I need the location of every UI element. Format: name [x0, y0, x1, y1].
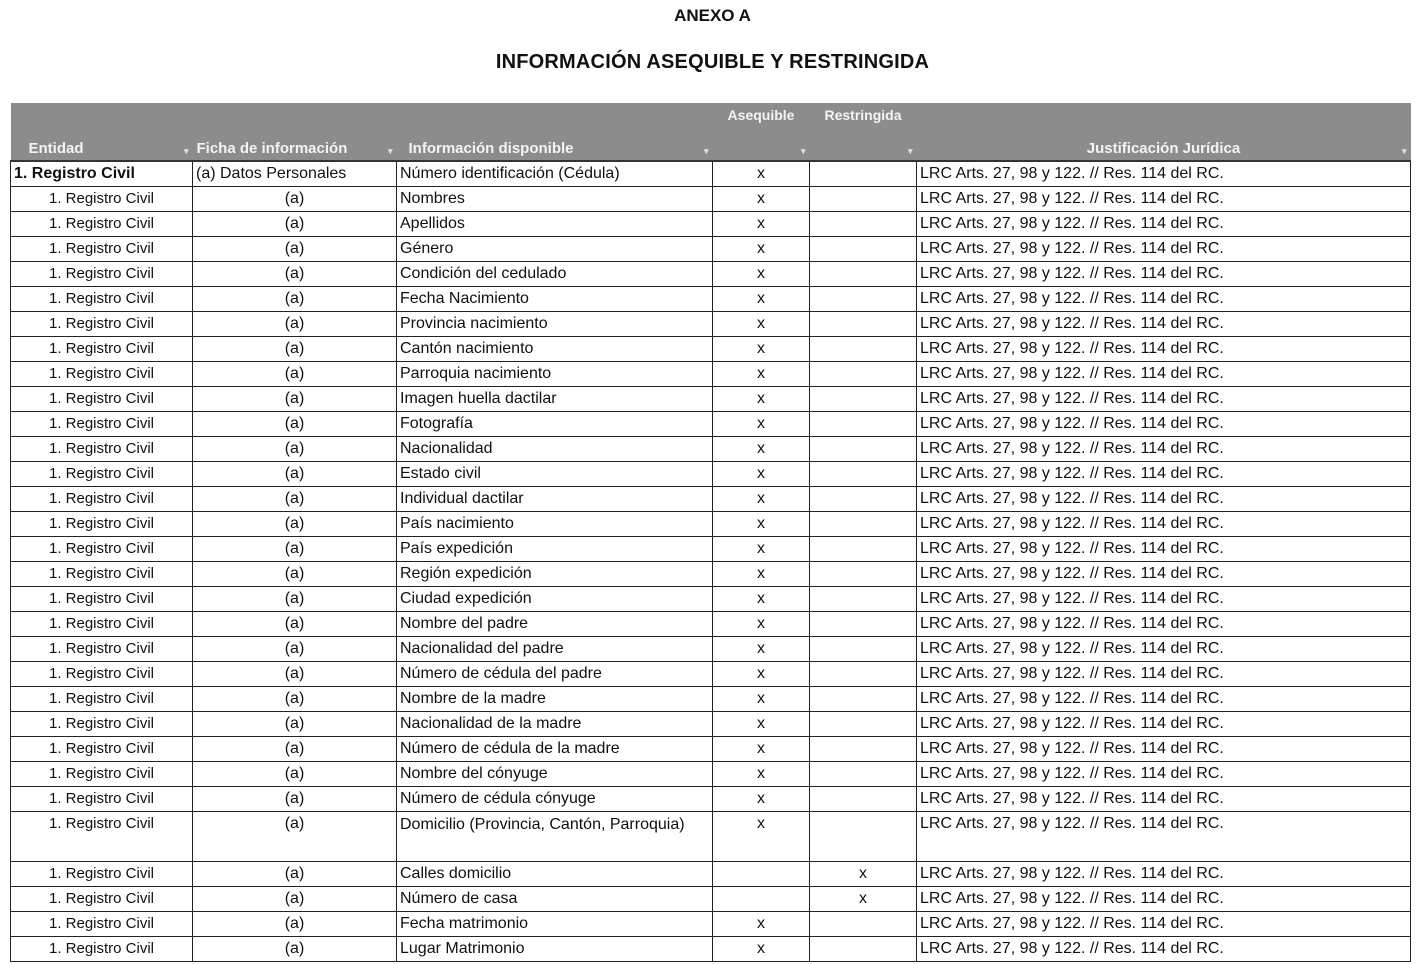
cell-entidad: 1. Registro Civil	[11, 587, 193, 612]
cell-justificacion: LRC Arts. 27, 98 y 122. // Res. 114 del RC.	[917, 362, 1411, 387]
cell-info: Nacionalidad de la madre	[397, 712, 713, 737]
cell-restringida	[810, 712, 917, 737]
table-row	[11, 512, 1411, 537]
cell-justificacion: LRC Arts. 27, 98 y 122. // Res. 114 del RC.	[917, 437, 1411, 462]
cell-justificacion: LRC Arts. 27, 98 y 122. // Res. 114 del RC.	[917, 462, 1411, 487]
cell-asequible: x	[713, 437, 810, 462]
cell-info: País nacimiento	[397, 512, 713, 537]
cell-asequible: x	[713, 662, 810, 687]
cell-ficha: (a)	[193, 637, 397, 662]
table-row	[11, 587, 1411, 612]
cell-entidad: 1. Registro Civil	[11, 562, 193, 587]
cell-asequible: x	[713, 362, 810, 387]
table-row	[11, 161, 1411, 187]
cell-asequible: x	[713, 612, 810, 637]
cell-justificacion: LRC Arts. 27, 98 y 122. // Res. 114 del RC.	[917, 812, 1411, 862]
cell-asequible: x	[713, 287, 810, 312]
cell-ficha: (a)	[193, 887, 397, 912]
cell-entidad: 1. Registro Civil	[11, 462, 193, 487]
cell-justificacion: LRC Arts. 27, 98 y 122. // Res. 114 del RC.	[917, 712, 1411, 737]
cell-info: Imagen huella dactilar	[397, 387, 713, 412]
cell-restringida	[810, 737, 917, 762]
cell-entidad: 1. Registro Civil	[11, 512, 193, 537]
cell-entidad: 1. Registro Civil	[11, 887, 193, 912]
table-row	[11, 487, 1411, 512]
cell-entidad: 1. Registro Civil	[11, 862, 193, 887]
cell-entidad: 1. Registro Civil	[11, 262, 193, 287]
table-row	[11, 787, 1411, 812]
cell-justificacion: LRC Arts. 27, 98 y 122. // Res. 114 del RC.	[917, 687, 1411, 712]
cell-restringida	[810, 937, 917, 962]
cell-entidad: 1. Registro Civil	[11, 687, 193, 712]
cell-asequible: x	[713, 237, 810, 262]
cell-restringida	[810, 187, 917, 212]
cell-entidad: 1. Registro Civil	[11, 787, 193, 812]
cell-entidad: 1. Registro Civil	[11, 337, 193, 362]
table-row	[11, 312, 1411, 337]
cell-justificacion: LRC Arts. 27, 98 y 122. // Res. 114 del RC.	[917, 161, 1411, 187]
cell-justificacion: LRC Arts. 27, 98 y 122. // Res. 114 del RC.	[917, 337, 1411, 362]
data-table	[10, 103, 1411, 962]
cell-restringida	[810, 812, 917, 862]
cell-restringida: x	[810, 862, 917, 887]
cell-justificacion: LRC Arts. 27, 98 y 122. // Res. 114 del RC.	[917, 212, 1411, 237]
page-subtitle: INFORMACIÓN ASEQUIBLE Y RESTRINGIDA	[495, 51, 930, 73]
cell-asequible: x	[713, 462, 810, 487]
cell-justificacion: LRC Arts. 27, 98 y 122. // Res. 114 del RC.	[917, 887, 1411, 912]
cell-info: Fecha Nacimiento	[397, 287, 713, 312]
cell-asequible: x	[713, 387, 810, 412]
cell-justificacion: LRC Arts. 27, 98 y 122. // Res. 114 del RC.	[917, 662, 1411, 687]
table-row	[11, 737, 1411, 762]
cell-entidad: 1. Registro Civil	[11, 612, 193, 637]
cell-entidad: 1. Registro Civil	[11, 712, 193, 737]
cell-info: Condición del cedulado	[397, 262, 713, 287]
column-header-label: Entidad	[28, 140, 84, 157]
cell-justificacion: LRC Arts. 27, 98 y 122. // Res. 114 del RC.	[917, 562, 1411, 587]
cell-info: Fotografía	[397, 412, 713, 437]
cell-info: País expedición	[397, 537, 713, 562]
cell-entidad: 1. Registro Civil	[11, 237, 193, 262]
cell-restringida	[810, 487, 917, 512]
table-row	[11, 662, 1411, 687]
cell-ficha: (a)	[193, 312, 397, 337]
cell-info: Número de cédula de la madre	[397, 737, 713, 762]
cell-restringida	[810, 912, 917, 937]
cell-justificacion: LRC Arts. 27, 98 y 122. // Res. 114 del RC.	[917, 637, 1411, 662]
table-row	[11, 687, 1411, 712]
cell-info: Calles domicilio	[397, 862, 713, 887]
cell-restringida	[810, 412, 917, 437]
column-header-label: Asequible	[727, 107, 795, 123]
cell-restringida: x	[810, 887, 917, 912]
cell-restringida	[810, 562, 917, 587]
cell-justificacion: LRC Arts. 27, 98 y 122. // Res. 114 del RC.	[917, 912, 1411, 937]
table-row	[11, 612, 1411, 637]
cell-info: Domicilio (Provincia, Cantón, Parroquia)	[397, 812, 713, 862]
cell-asequible: x	[713, 537, 810, 562]
cell-restringida	[810, 362, 917, 387]
cell-restringida	[810, 787, 917, 812]
cell-info: Nombre de la madre	[397, 687, 713, 712]
cell-entidad: 1. Registro Civil	[11, 662, 193, 687]
cell-ficha: (a)	[193, 662, 397, 687]
cell-asequible: x	[713, 737, 810, 762]
cell-ficha: (a)	[193, 237, 397, 262]
cell-ficha: (a)	[193, 562, 397, 587]
cell-ficha: (a)	[193, 287, 397, 312]
cell-ficha: (a)	[193, 187, 397, 212]
cell-info: Cantón nacimiento	[397, 337, 713, 362]
table-row	[11, 912, 1411, 937]
cell-entidad: 1. Registro Civil	[11, 912, 193, 937]
cell-entidad: 1. Registro Civil	[11, 637, 193, 662]
cell-asequible: x	[713, 912, 810, 937]
cell-info: Nombre del cónyuge	[397, 762, 713, 787]
page-title: ANEXO A	[674, 6, 751, 25]
cell-restringida	[810, 537, 917, 562]
table-row	[11, 237, 1411, 262]
cell-asequible: x	[713, 712, 810, 737]
cell-justificacion: LRC Arts. 27, 98 y 122. // Res. 114 del RC.	[917, 512, 1411, 537]
cell-restringida	[810, 687, 917, 712]
cell-info: Número de cédula cónyuge	[397, 787, 713, 812]
cell-restringida	[810, 437, 917, 462]
column-header-label: Ficha de información	[196, 140, 348, 157]
cell-info: Individual dactilar	[397, 487, 713, 512]
cell-asequible: x	[713, 787, 810, 812]
table-row	[11, 262, 1411, 287]
cell-restringida	[810, 512, 917, 537]
cell-info: Nacionalidad del padre	[397, 637, 713, 662]
filter-dropdown-icon[interactable]: ▾	[907, 146, 913, 156]
cell-justificacion: LRC Arts. 27, 98 y 122. // Res. 114 del RC.	[917, 737, 1411, 762]
table-row	[11, 337, 1411, 362]
table-row	[11, 387, 1411, 412]
cell-asequible: x	[713, 687, 810, 712]
cell-justificacion: LRC Arts. 27, 98 y 122. // Res. 114 del RC.	[917, 262, 1411, 287]
cell-ficha: (a)	[193, 687, 397, 712]
cell-justificacion: LRC Arts. 27, 98 y 122. // Res. 114 del RC.	[917, 762, 1411, 787]
cell-info: Fecha matrimonio	[397, 912, 713, 937]
table-row	[11, 537, 1411, 562]
cell-ficha: (a)	[193, 387, 397, 412]
table-row	[11, 362, 1411, 387]
cell-entidad: 1. Registro Civil	[11, 537, 193, 562]
column-header-restringida[interactable]	[810, 103, 917, 161]
cell-ficha: (a)	[193, 912, 397, 937]
table-row	[11, 562, 1411, 587]
cell-ficha: (a) Datos Personales	[193, 161, 397, 187]
cell-asequible: x	[713, 937, 810, 962]
cell-asequible: x	[713, 187, 810, 212]
table-body	[11, 161, 1411, 962]
cell-ficha: (a)	[193, 537, 397, 562]
cell-entidad: 1. Registro Civil	[11, 937, 193, 962]
cell-info: Región expedición	[397, 562, 713, 587]
cell-ficha: (a)	[193, 612, 397, 637]
table-row	[11, 212, 1411, 237]
filter-dropdown-icon[interactable]: ▾	[703, 146, 709, 156]
table-row	[11, 187, 1411, 212]
cell-restringida	[810, 212, 917, 237]
cell-entidad: 1. Registro Civil	[11, 762, 193, 787]
cell-restringida	[810, 762, 917, 787]
cell-asequible: x	[713, 412, 810, 437]
cell-justificacion: LRC Arts. 27, 98 y 122. // Res. 114 del RC.	[917, 312, 1411, 337]
filter-dropdown-icon[interactable]: ▾	[1401, 146, 1407, 156]
filter-dropdown-icon[interactable]: ▾	[183, 146, 189, 156]
cell-restringida	[810, 587, 917, 612]
cell-justificacion: LRC Arts. 27, 98 y 122. // Res. 114 del RC.	[917, 187, 1411, 212]
cell-info: Nombre del padre	[397, 612, 713, 637]
cell-asequible: x	[713, 762, 810, 787]
cell-restringida	[810, 387, 917, 412]
cell-ficha: (a)	[193, 787, 397, 812]
cell-asequible: x	[713, 161, 810, 187]
cell-justificacion: LRC Arts. 27, 98 y 122. // Res. 114 del RC.	[917, 787, 1411, 812]
cell-restringida	[810, 287, 917, 312]
cell-ficha: (a)	[193, 712, 397, 737]
column-header-info[interactable]	[397, 103, 713, 161]
column-header-label: Justificación Jurídica	[1086, 140, 1241, 157]
cell-asequible: x	[713, 812, 810, 862]
cell-asequible	[713, 887, 810, 912]
cell-info: Nombres	[397, 187, 713, 212]
cell-restringida	[810, 337, 917, 362]
cell-ficha: (a)	[193, 737, 397, 762]
table-row	[11, 637, 1411, 662]
cell-ficha: (a)	[193, 812, 397, 862]
cell-restringida	[810, 662, 917, 687]
cell-asequible: x	[713, 587, 810, 612]
cell-info: Ciudad expedición	[397, 587, 713, 612]
cell-justificacion: LRC Arts. 27, 98 y 122. // Res. 114 del RC.	[917, 287, 1411, 312]
cell-justificacion: LRC Arts. 27, 98 y 122. // Res. 114 del RC.	[917, 537, 1411, 562]
cell-ficha: (a)	[193, 487, 397, 512]
cell-ficha: (a)	[193, 512, 397, 537]
table-row	[11, 887, 1411, 912]
cell-ficha: (a)	[193, 412, 397, 437]
cell-ficha: (a)	[193, 362, 397, 387]
table-row	[11, 937, 1411, 962]
cell-asequible	[713, 862, 810, 887]
cell-justificacion: LRC Arts. 27, 98 y 122. // Res. 114 del RC.	[917, 412, 1411, 437]
cell-entidad: 1. Registro Civil	[11, 437, 193, 462]
cell-justificacion: LRC Arts. 27, 98 y 122. // Res. 114 del RC.	[917, 937, 1411, 962]
column-header-ficha[interactable]	[193, 103, 397, 161]
cell-info: Género	[397, 237, 713, 262]
cell-info: Estado civil	[397, 462, 713, 487]
column-header-entidad[interactable]	[11, 103, 193, 161]
table-header	[11, 103, 1411, 161]
column-header-label: Restringida	[824, 107, 902, 123]
cell-entidad: 1. Registro Civil	[11, 412, 193, 437]
cell-asequible: x	[713, 487, 810, 512]
table-row	[11, 287, 1411, 312]
cell-restringida	[810, 237, 917, 262]
cell-entidad: 1. Registro Civil	[11, 387, 193, 412]
cell-ficha: (a)	[193, 212, 397, 237]
cell-info: Número de cédula del padre	[397, 662, 713, 687]
cell-ficha: (a)	[193, 587, 397, 612]
cell-info: Parroquia nacimiento	[397, 362, 713, 387]
cell-justificacion: LRC Arts. 27, 98 y 122. // Res. 114 del RC.	[917, 862, 1411, 887]
cell-restringida	[810, 612, 917, 637]
cell-info: Apellidos	[397, 212, 713, 237]
column-header-asequible[interactable]	[713, 103, 810, 161]
cell-ficha: (a)	[193, 937, 397, 962]
cell-restringida	[810, 312, 917, 337]
cell-asequible: x	[713, 212, 810, 237]
cell-info: Número de casa	[397, 887, 713, 912]
table-row	[11, 462, 1411, 487]
table-row	[11, 412, 1411, 437]
cell-asequible: x	[713, 312, 810, 337]
cell-asequible: x	[713, 337, 810, 362]
cell-entidad: 1. Registro Civil	[11, 737, 193, 762]
column-header-label: Información disponible	[408, 140, 574, 157]
column-header-justificacion[interactable]	[917, 103, 1411, 161]
cell-entidad: 1. Registro Civil	[11, 212, 193, 237]
cell-justificacion: LRC Arts. 27, 98 y 122. // Res. 114 del RC.	[917, 487, 1411, 512]
cell-justificacion: LRC Arts. 27, 98 y 122. // Res. 114 del RC.	[917, 587, 1411, 612]
cell-info: Número identificación (Cédula)	[397, 161, 713, 187]
cell-restringida	[810, 161, 917, 187]
table-row	[11, 437, 1411, 462]
cell-restringida	[810, 462, 917, 487]
cell-entidad: 1. Registro Civil	[11, 487, 193, 512]
cell-asequible: x	[713, 262, 810, 287]
cell-justificacion: LRC Arts. 27, 98 y 122. // Res. 114 del RC.	[917, 612, 1411, 637]
cell-entidad: 1. Registro Civil	[11, 362, 193, 387]
cell-justificacion: LRC Arts. 27, 98 y 122. // Res. 114 del RC.	[917, 387, 1411, 412]
cell-restringida	[810, 637, 917, 662]
table-row	[11, 862, 1411, 887]
cell-ficha: (a)	[193, 262, 397, 287]
cell-justificacion: LRC Arts. 27, 98 y 122. // Res. 114 del RC.	[917, 237, 1411, 262]
table-row	[11, 762, 1411, 787]
cell-entidad: 1. Registro Civil	[11, 812, 193, 862]
cell-info: Nacionalidad	[397, 437, 713, 462]
cell-restringida	[810, 262, 917, 287]
cell-ficha: (a)	[193, 862, 397, 887]
table-row	[11, 712, 1411, 737]
filter-dropdown-icon[interactable]: ▾	[387, 146, 393, 156]
cell-entidad: 1. Registro Civil	[11, 312, 193, 337]
table-row	[11, 812, 1411, 862]
cell-ficha: (a)	[193, 462, 397, 487]
filter-dropdown-icon[interactable]: ▾	[800, 146, 806, 156]
cell-entidad: 1. Registro Civil	[11, 187, 193, 212]
cell-entidad: 1. Registro Civil	[11, 161, 193, 187]
cell-info: Provincia nacimiento	[397, 312, 713, 337]
cell-ficha: (a)	[193, 437, 397, 462]
cell-ficha: (a)	[193, 762, 397, 787]
cell-ficha: (a)	[193, 337, 397, 362]
cell-asequible: x	[713, 637, 810, 662]
cell-asequible: x	[713, 512, 810, 537]
cell-entidad: 1. Registro Civil	[11, 287, 193, 312]
cell-asequible: x	[713, 562, 810, 587]
cell-info: Lugar Matrimonio	[397, 937, 713, 962]
